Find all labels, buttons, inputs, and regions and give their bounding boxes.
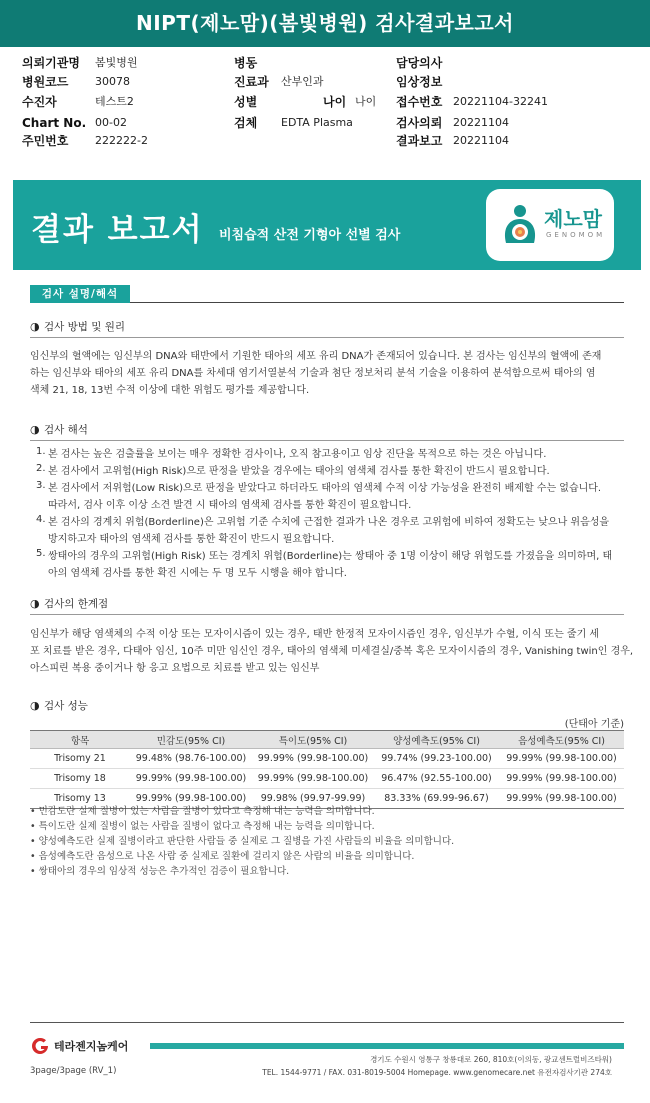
list-number: 3. [36, 480, 46, 491]
text-line: 쌍태아의 경우의 고위험(High Risk) 또는 경계치 위험(Borderline)는 쌍태아 중 1명 이상이 해당 위험도를 가졌음을 의미하며, 태 [48, 551, 613, 562]
info-label: 성별 [234, 95, 258, 109]
info-value: 테스트2 [95, 95, 134, 108]
info-label: 병동 [234, 56, 258, 70]
table-cell: Trisomy 13 [30, 789, 130, 809]
info-label: 임상정보 [396, 75, 443, 89]
table-cell: Trisomy 21 [30, 749, 130, 769]
info-label: 담당의사 [396, 56, 443, 70]
table-cell: 99.99% (99.98-100.00) [499, 769, 624, 789]
info-label: 접수번호 [396, 95, 443, 109]
section-tab: 검사 설명/해석 [30, 285, 130, 303]
table-cell: 99.99% (99.98-100.00) [130, 789, 252, 809]
age-value: 나이 [355, 95, 377, 108]
text-line: 따라서, 검사 이후 이상 소견 발견 시 태아의 염색체 검사를 통한 확진이 필요합니다. [48, 500, 412, 511]
list-item [30, 463, 624, 480]
note-line: • 음성예측도란 음성으로 나온 사람 중 실제로 질환에 걸리지 않은 사람의 비율을 의미합니다. [30, 851, 415, 862]
info-label: 의뢰기관명 [22, 56, 80, 70]
text-line: 본 검사는 높은 검출률을 보이는 매우 정확한 검사이나, 오직 참고용이고 임상 진단을 목적으로 하는 것은 아닙니다. [48, 449, 547, 460]
footer-contact: TEL. 1544-9771 / FAX. 031-8019-5004 Homepage. www.genomecare.net 유전자검사기관 274호 [262, 1068, 612, 1077]
table-cell: 99.99% (99.98-100.00) [252, 769, 374, 789]
column-header: 항목 [30, 731, 130, 749]
company-name: 테라젠지놈케어 [54, 1040, 129, 1053]
report-title: NIPT(제노맘)(봄빛병원) 검사결과보고서 [0, 0, 650, 47]
column-header: 음성예측도(95% CI) [499, 731, 624, 749]
logo-subtext: GENOMOM [546, 231, 606, 239]
list-number: 1. [36, 446, 46, 457]
half-circle-bullet-icon: ◑ [30, 699, 40, 712]
table-header-row [30, 731, 624, 749]
page-number: 3page/3page (RV_1) [30, 1066, 117, 1076]
interpretation-list [30, 446, 624, 582]
list-number: 4. [36, 514, 46, 525]
table-cell: 99.48% (98.76-100.00) [130, 749, 252, 769]
info-value: 20221104 [453, 134, 509, 147]
performance-table [30, 730, 624, 809]
section-title: 검사의 한계점 [44, 598, 109, 610]
table-cell: 99.99% (99.98-100.00) [252, 749, 374, 769]
text-line: 포 치료를 받은 경우, 다태아 임신, 10주 미만 임신인 경우, 태아의 염색체 미세결실/중복 혹은 모자이시즘의 경우, Vanishing twin인 경우, [30, 646, 634, 657]
column-header: 특이도(95% CI) [252, 731, 374, 749]
column-header: 양성예측도(95% CI) [374, 731, 499, 749]
text-line: 아의 염색체 검사를 통한 확진 시에는 두 명 모두 시행을 해야 합니다. [48, 568, 347, 579]
table-row [30, 749, 624, 769]
note-line: • 양성예측도란 실제 질병이라고 판단한 사람들 중 실제로 그 질병을 가진 사람들의 비율을 의미합니다. [30, 836, 455, 847]
list-item [30, 548, 624, 582]
info-label: 병원코드 [22, 75, 69, 89]
info-label: 결과보고 [396, 134, 443, 148]
table-cell: 83.33% (69.99-96.67) [374, 789, 499, 809]
info-value: EDTA Plasma [281, 116, 353, 129]
genomom-mother-child-icon [500, 203, 540, 247]
info-label: Chart No. [22, 116, 87, 130]
banner-subtitle: 비침습적 산전 기형아 선별 검사 [219, 228, 401, 243]
text-line: 방지하고자 태아의 염색체 검사를 통한 확진이 반드시 필요합니다. [48, 534, 335, 545]
age-label: 나이 [323, 95, 347, 109]
text-line: 하는 임신부와 태아의 세포 유리 DNA를 차세대 염기서열분석 기술과 첨단 정보처리 분석 기술을 이용하여 분석함으로써 태아의 염 [30, 368, 596, 379]
info-value: 20221104 [453, 116, 509, 129]
limitations-paragraph [30, 626, 634, 677]
note-line: • 특이도란 실제 질병이 없는 사람을 질병이 없다고 측정해 내는 능력을 의미합니다. [30, 821, 375, 832]
footer-address: 경기도 수원시 영통구 창룡대로 260, 810호(이의동, 광교센트럴비즈타워) [370, 1055, 612, 1064]
text-line: 본 검사에서 고위험(High Risk)으로 판정을 받았을 경우에는 태아의 염색체 검사를 통한 확진이 반드시 필요합니다. [48, 466, 550, 477]
half-circle-bullet-icon: ◑ [30, 597, 40, 610]
info-value: 30078 [95, 75, 130, 88]
logo-text: 제노맘 [544, 207, 602, 231]
patient-info [0, 54, 650, 154]
section-header-performance [30, 697, 624, 717]
info-label: 수진자 [22, 95, 57, 109]
table-cell: Trisomy 18 [30, 769, 130, 789]
text-line: 임신부의 혈액에는 임신부의 DNA와 태반에서 기원한 태아의 세포 유리 DNA가 존재되어 있습니다. 본 검사는 임신부의 혈액에 존재 [30, 351, 602, 362]
company-logo [30, 1037, 142, 1055]
section-title: 검사 방법 및 원리 [44, 321, 126, 333]
footer-divider [30, 1022, 624, 1023]
section-header-interpretation [30, 421, 624, 441]
genomom-logo [486, 189, 614, 261]
footer-accent-bar [150, 1043, 624, 1049]
info-label: 검체 [234, 116, 258, 130]
text-line: 본 검사의 경계치 위험(Borderline)은 고위험 기준 수치에 근접한 결과가 나온 경우로 고위험에 비하여 정확도는 낮으나 위음성을 [48, 517, 610, 528]
table-cell: 99.99% (99.98-100.00) [130, 769, 252, 789]
info-value: 봄빛병원 [95, 56, 138, 69]
table-cell: 99.99% (99.98-100.00) [499, 749, 624, 769]
list-number: 5. [36, 548, 46, 559]
table-row [30, 769, 624, 789]
method-paragraph [30, 348, 624, 399]
list-number: 2. [36, 463, 46, 474]
section-title: 검사 성능 [44, 700, 88, 712]
text-line: 색체 21, 18, 13번 수적 이상에 대한 위험도 평가를 제공합니다. [30, 385, 310, 396]
table-cell: 99.74% (99.23-100.00) [374, 749, 499, 769]
list-item [30, 480, 624, 514]
list-item [30, 446, 624, 463]
info-value: 00-02 [95, 116, 127, 129]
info-value: 산부인과 [281, 75, 324, 88]
column-header: 민감도(95% CI) [130, 731, 252, 749]
text-line: 본 검사에서 저위험(Low Risk)으로 판정을 받았다고 하더라도 태아의 염색체 수적 이상 가능성을 완전히 배제할 수는 없습니다. [48, 483, 602, 494]
note-line: • 쌍태아의 경우의 임상적 성능은 추가적인 검증이 필요합니다. [30, 866, 290, 877]
info-label: 진료과 [234, 75, 269, 89]
banner-title: 결과 보고서 [31, 212, 204, 248]
section-title: 검사 해석 [44, 424, 88, 436]
table-cell: 96.47% (92.55-100.00) [374, 769, 499, 789]
result-banner [13, 180, 641, 270]
half-circle-bullet-icon: ◑ [30, 423, 40, 436]
half-circle-bullet-icon: ◑ [30, 320, 40, 333]
section-header-method [30, 318, 624, 338]
text-line: 임신부가 해당 염색체의 수적 이상 또는 모자이시즘이 있는 경우, 태반 한정적 모자이시즘인 경우, 임신부가 수혈, 이식 또는 줄기 세 [30, 629, 600, 640]
terragen-g-logo-icon [30, 1037, 50, 1055]
info-value: 222222-2 [95, 134, 148, 147]
list-item [30, 514, 624, 548]
table-cell: 99.99% (99.98-100.00) [499, 789, 624, 809]
text-line: 아스피린 복용 중이거나 항 응고 요법으로 치료를 받고 있는 임신부 [30, 663, 320, 674]
info-label: 검사의뢰 [396, 116, 443, 130]
unit-note: (단태아 기준) [564, 719, 624, 730]
section-header-limitations [30, 595, 624, 615]
info-value: 20221104-32241 [453, 95, 548, 108]
table-cell: 99.98% (99.97-99.99) [252, 789, 374, 809]
note-line: • 민감도란 실제 질병이 있는 사람을 질병이 있다고 측정해 내는 능력을 의미합니다. [30, 806, 375, 817]
performance-notes [30, 804, 624, 879]
info-label: 주민번호 [22, 134, 69, 148]
